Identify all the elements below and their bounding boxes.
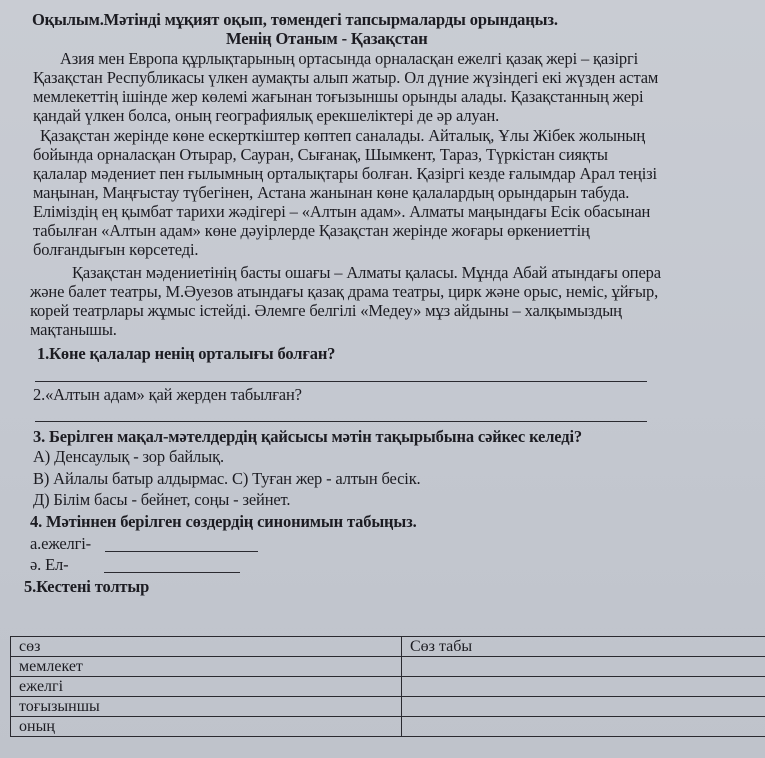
instruction-heading: Оқылым.Мәтінді мұқият оқып, төмендегі тапсырмаларды орындаңыз.	[32, 10, 558, 29]
option-a[interactable]: А) Денсаулық - зор байлық.	[33, 447, 224, 466]
header-word: сөз	[11, 637, 402, 657]
answer-line-2[interactable]	[35, 421, 647, 422]
question-3: 3. Берілген мақал-мәтелдердің қайсысы мәтін тақырыбына сәйкес келеді?	[33, 427, 582, 446]
text-line: Азия мен Европа құрлықтарының ортасында орналасқан ежелгі қазақ жері – қазіргі	[60, 49, 639, 68]
answer-cell[interactable]	[402, 677, 765, 697]
text-title: Менің Отаным - Қазақстан	[226, 29, 428, 48]
word-class-table	[10, 636, 765, 737]
question-2: 2.«Алтын адам» қай жерден табылған?	[33, 385, 302, 404]
option-d[interactable]: Д) Білім басы - бейнет, соңы - зейнет.	[33, 490, 291, 509]
text-line: қандай үлкен болса, оның географиялық ерекшеліктері де әр алуан.	[33, 106, 500, 125]
text-line: Қазақстан мәдениетінің басты ошағы – Алматы қаласы. Мұнда Абай атындағы опера	[72, 263, 661, 282]
text-line: мемлекеттің ішінде жер көлемі жағынан тоғызыншы орынды алады. Қазақстанның жері	[33, 87, 644, 106]
text-line: Қазақстан жерінде көне ескерткіштер көптеп саналады. Айталық, Ұлы Жібек жолының	[40, 126, 646, 145]
question-5: 5.Кестені толтыр	[24, 577, 150, 596]
table-row	[11, 717, 765, 737]
text-line: мақтанышы.	[30, 320, 117, 339]
text-line: табылған «Алтын адам» көне дәуірлерде Қазақстан жерінде жоғары өркениеттің	[33, 221, 590, 240]
synonym-b-label: ә. Ел-	[30, 555, 69, 574]
text-line: бойында орналасқан Отырар, Сауран, Сығанақ, Шымкент, Тараз, Түркістан сияқты	[33, 145, 608, 164]
table-header-row	[11, 637, 765, 657]
answer-cell[interactable]	[402, 697, 765, 717]
question-4: 4. Мәтіннен берілген сөздердің синонимын табыңыз.	[30, 512, 417, 531]
question-1: 1.Көне қалалар ненің орталығы болған?	[37, 344, 336, 363]
answer-cell[interactable]	[402, 657, 765, 677]
text-line: Еліміздің ең қымбат тарихи жәдігері – «Алтын адам». Алматы маңындағы Есік обасынан	[33, 202, 651, 221]
synonym-b-line[interactable]	[104, 572, 240, 573]
synonym-a-line[interactable]	[105, 551, 258, 552]
answer-cell[interactable]	[402, 717, 765, 737]
text-line: корей театрлары жұмыс істейді. Әлемге белгілі «Медеу» мұз айдыны – халқымыздың	[30, 301, 622, 320]
text-line: маңынан, Маңғыстау түбегінен, Астана жанынан көне қалалардың орындарын табуда.	[33, 183, 630, 202]
header-part-of-speech: Сөз табы	[402, 637, 765, 657]
word-cell: мемлекет	[11, 657, 402, 677]
table-row	[11, 677, 765, 697]
text-line: және балет театры, М.Әуезов атындағы қазақ драма театры, цирк және орыс, неміс, ұйғыр,	[30, 282, 659, 301]
text-line: болғандығын көрсетеді.	[33, 240, 199, 259]
text-line: қалалар мәдениет пен ғылымның орталықтары болған. Қазіргі кезде ғалымдар Арал теңізі	[33, 164, 657, 183]
word-cell: ежелгі	[11, 677, 402, 697]
table-row	[11, 697, 765, 717]
word-cell: тоғызыншы	[11, 697, 402, 717]
synonym-a-label: а.ежелгі-	[30, 534, 92, 553]
option-b-c[interactable]: В) Айлалы батыр алдырмас. С) Туған жер - алтын бесік.	[33, 469, 421, 488]
table-row	[11, 657, 765, 677]
word-cell: оның	[11, 717, 402, 737]
text-line: Қазақстан Республикасы үлкен аумақты алып жатыр. Ол дүние жүзіндегі екі жүзден астам	[33, 68, 659, 87]
answer-line-1[interactable]	[35, 381, 647, 382]
